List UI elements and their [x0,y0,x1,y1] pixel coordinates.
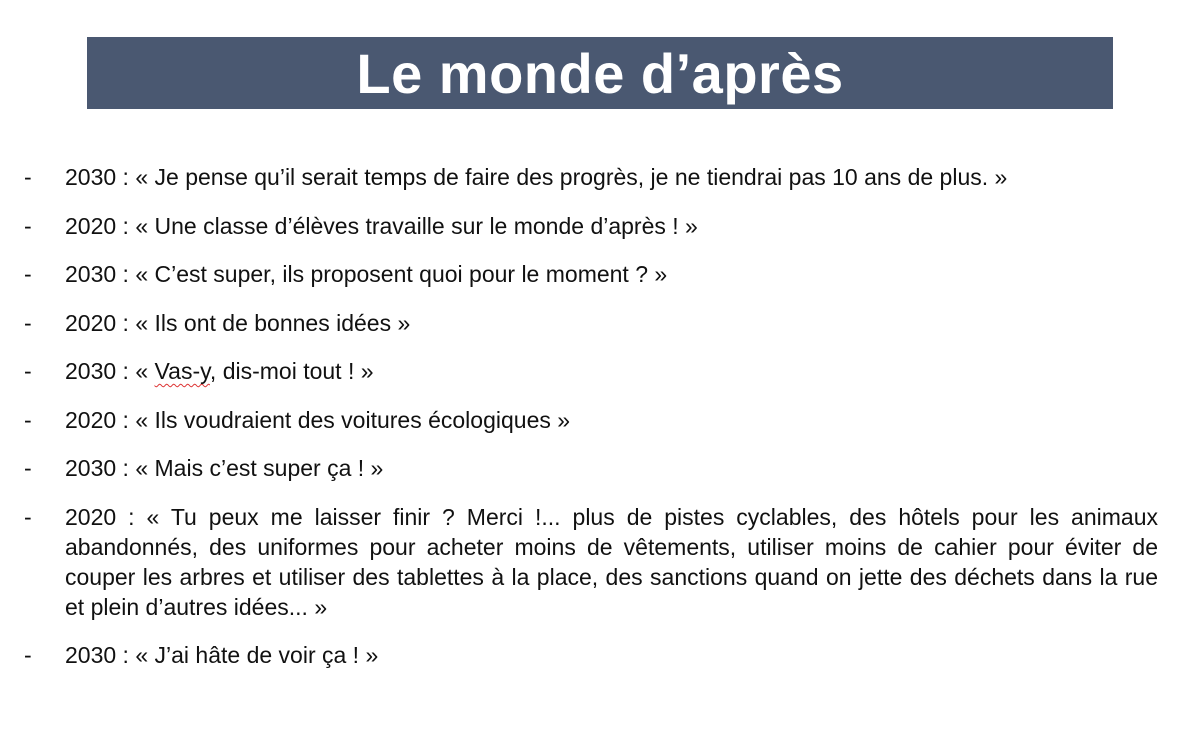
bullet-dash: - [24,406,32,433]
page-title: Le monde d’après [356,42,844,105]
dialogue-line [0,502,1200,622]
dialogue-list [0,162,1200,689]
dialogue-text: 2020 : « Tu peux me laisser finir ? Merci !... plus de pistes cyclables, des hôtels pour les animaux abandonnés, des uniformes pour acheter moins de vêtements, utiliser moins de cahier pour éviter de couper les arbres et utiliser des tablettes à la place, des sanctions quand on jette des déchets dans la rue et plein d’autres idées... » [65,503,1158,620]
bullet-dash: - [24,642,32,668]
dialogue-text-end: , dis-moi tout ! » [209,358,374,384]
bullet-dash: - [24,164,32,190]
bullet-dash: - [24,503,32,530]
dialogue-line [0,453,1200,483]
dialogue-line [0,211,1200,241]
dialogue-text: 2030 : « J’ai hâte de voir ça ! » [65,642,379,668]
dialogue-text: 2020 : « Une classe d’élèves travaille sur le monde d’après ! » [65,212,698,239]
dialogue-text: 2030 : « Je pense qu’il serait temps de faire des progrès, je ne tiendrai pas 10 ans de plus. » [65,164,1008,190]
bullet-dash: - [24,455,32,481]
bullet-dash: - [24,358,32,384]
dialogue-text: 2030 : « C’est super, ils proposent quoi pour le moment ? » [65,261,668,287]
dialogue-line [0,405,1200,435]
dialogue-text: 2030 : « Mais c’est super ça ! » [65,455,384,481]
spellcheck-flagged-word: Vas-y [154,358,210,384]
dialogue-line [0,308,1200,338]
title-banner [87,37,1113,109]
dialogue-text-start: 2030 : « [65,358,155,384]
dialogue-line [0,162,1200,192]
dialogue-text: 2020 : « Ils ont de bonnes idées » [65,309,411,336]
bullet-dash: - [24,212,32,239]
dialogue-line [0,356,1200,386]
dialogue-line [0,640,1200,670]
dialogue-text [65,356,1158,386]
dialogue-text: 2020 : « Ils voudraient des voitures écologiques » [65,406,571,433]
bullet-dash: - [24,309,32,336]
bullet-dash: - [24,261,32,287]
dialogue-line [0,259,1200,289]
